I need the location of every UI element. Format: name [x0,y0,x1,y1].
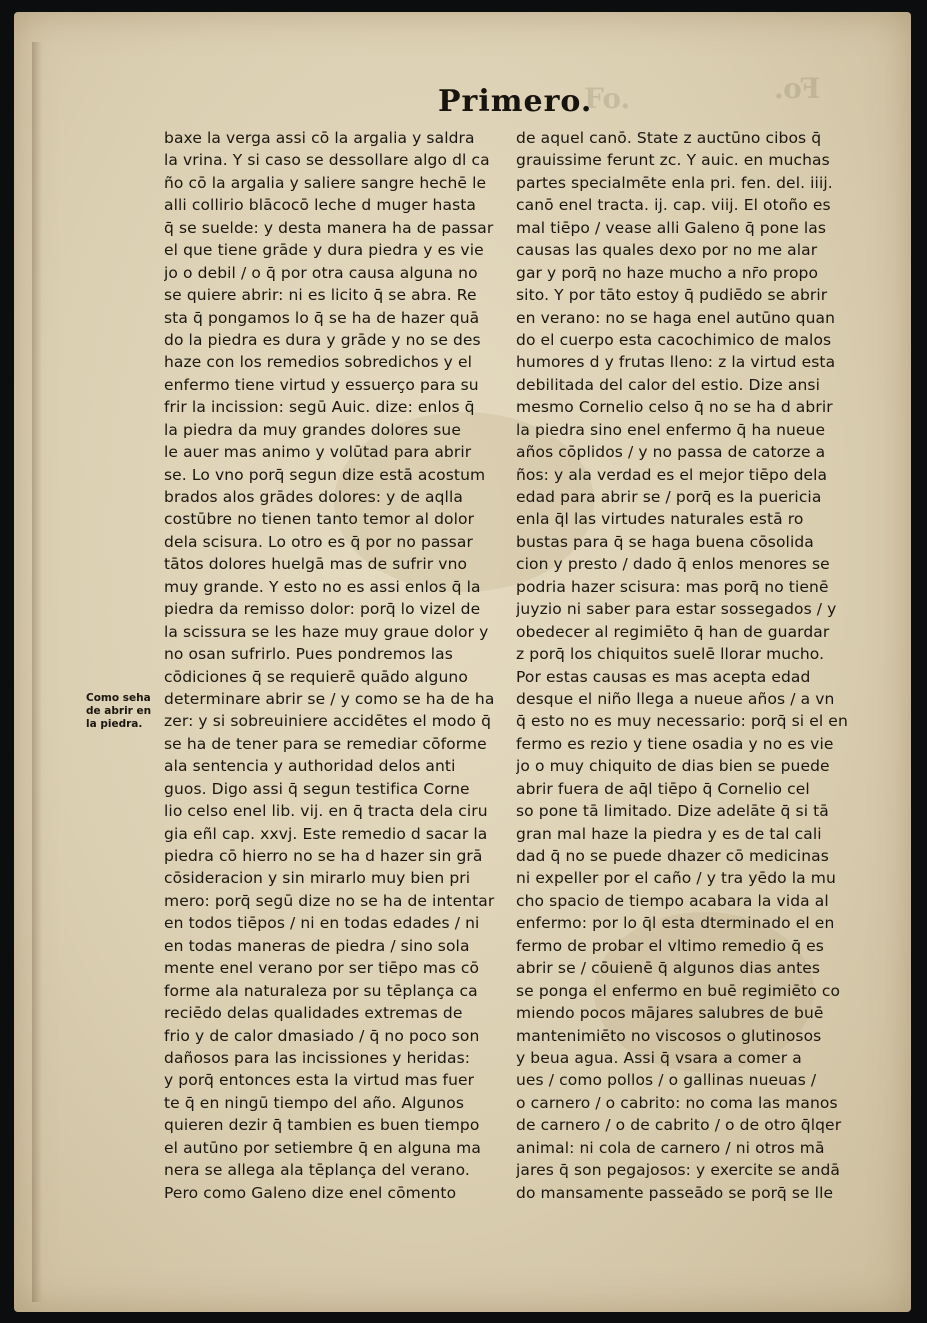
text-line: baxe la verga assi cō la argalia y saldra [164,129,475,147]
text-line: dad q̄ no se puede dhazer cō medicinas [516,847,829,865]
text-line: partes specialmēte enla pri. fen. del. iiij. [516,173,833,192]
text-line: quieren dezir q̄ tambien es buen tiempo [164,1116,480,1135]
text-line: se ponga el enfermo en buē regimiēto co [516,981,841,1000]
text-line: cōsideracion y sin mirarlo muy bien pri [164,869,471,888]
text-line: abrir fuera de aq̄l tiēpo q̄ Cornelio cel [516,779,810,798]
text-line: juyzio ni saber para estar sossegados / y [516,600,837,619]
show-through-text: Fo. [584,82,631,115]
text-line: do mansamente passeādo se porq̄ se lle [516,1183,834,1202]
text-line: forme ala naturaleza por su tēplança ca [164,981,478,1000]
text-line: alli collirio blācocō leche d muger hasta [164,196,477,215]
text-line: mesmo Cornelio celso q̄ no se ha d abrir [516,398,833,417]
margin-note-line: de abrir en [86,705,152,717]
margin-note-line: Como seha [86,692,151,704]
text-line: dañosos para las incissiones y heridas: [164,1048,471,1067]
text-line: nera se allega ala tēplança del verano. [164,1161,470,1180]
text-line: te q̄ en ningū tiempo del año. Algunos [164,1093,465,1112]
text-line: podria hazer scisura: mas porq̄ no tienē [516,577,829,596]
text-line: edad para abrir se / porq̄ es la puericia [516,488,822,506]
text-line: costūbre no tienen tanto temor al dolor [164,510,475,529]
text-line: la piedra sino enel enfermo q̄ ha nueue [516,420,826,439]
margin-note [86,692,166,731]
text-line: do la piedra es dura y grāde y no se des [164,330,481,349]
text-line: gran mal haze la piedra y es de tal cali [516,824,822,843]
text-line: enla q̄l las virtudes naturales estā ro [516,510,804,529]
text-line: mero: porq̄ segū dize no se ha de intentar [164,891,495,910]
text-line: la piedra da muy grandes dolores sue [164,420,461,439]
text-line: ues / como pollos / o gallinas nueuas / [516,1071,817,1090]
text-line: Pero como Galeno dize enel cōmento [164,1183,457,1202]
text-line: causas las quales dexo por no me alar [516,241,818,260]
text-line: ni expeller por el caño / y tra yēdo la mu [516,869,836,888]
page-gutter-shadow [32,42,42,1302]
text-line: el autūno por setiembre q̄ en alguna ma [164,1138,481,1157]
text-line: mantenimiēto no viscosos o glutinosos [516,1026,822,1045]
text-line: la scissura se les haze muy graue dolor y [164,622,489,641]
text-line: se quiere abrir: ni es licito q̄ se abra. Re [164,286,477,305]
text-line: o carnero / o cabrito: no coma las manos [516,1093,838,1112]
text-line: do el cuerpo esta cacochimico de malos [516,330,832,349]
text-line: enfermo tiene virtud y essuerço para su [164,375,479,394]
text-line: gar y porq̄ no haze mucho a nr̄o propo [516,263,819,282]
text-line: le auer mas animo y volūtad para abrir [164,443,472,462]
right-text-column [516,127,854,1204]
text-line: jo o muy chiquito de dias bien se puede [516,757,830,776]
text-line: en verano: no se haga enel autūno quan [516,308,836,327]
text-line: haze con los remedios sobredichos y el [164,353,472,372]
text-line: mente enel verano por ser tiēpo mas cō [164,959,480,978]
text-line: humores d y frutas lleno: z la virtud esta [516,353,836,372]
page-title: Primero. [438,84,593,119]
text-line: años cōplidos / y no passa de catorze a [516,443,826,462]
text-line: no osan sufrirlo. Pues pondremos las [164,645,453,664]
running-header [14,84,911,124]
text-line: se ha de tener para se remediar cōforme [164,734,487,753]
text-line: dela scisura. Lo otro es q̄ por no passar [164,532,473,551]
text-line: jo o debil / o q̄ por otra causa alguna no [164,263,478,282]
text-line: el que tiene grāde y dura piedra y es vie [164,241,484,260]
text-line: canō enel tracta. ij. cap. viij. El otoño es [516,196,831,215]
text-line: ala sentencia y authoridad delos anti [164,757,456,776]
text-line: fermo es rezio y tiene osadia y no es vie [516,734,834,753]
text-line: enfermo: por lo q̄l esta dterminado el en [516,914,835,933]
text-line: obedecer al regimiēto q̄ han de guardar [516,622,830,641]
text-line: brados alos grādes dolores: y de aqlla [164,488,463,506]
left-text-column [164,127,509,1204]
text-line: se. Lo vno porq̄ segun dize estā acostum [164,465,486,484]
text-line: piedra da remisso dolor: porq̄ lo vizel de [164,600,481,619]
text-line: muy grande. Y esto no es assi enlos q̄ la [164,577,481,596]
text-line: cion y presto / dado q̄ enlos menores se [516,555,830,574]
text-line: zer: y si sobreuiniere accidētes el modo q̄ [164,712,492,731]
text-line: de carnero / o de cabrito / o de otro q̄lqer [516,1116,842,1135]
text-line: Por estas causas es mas acepta edad [516,667,811,686]
text-line: cho spacio de tiempo acabara la vida al [516,891,829,910]
text-line: la vrina. Y si caso se dessollare algo dl ca [164,151,490,170]
text-line: ño cō la argalia y saliere sangre hechē le [164,173,487,192]
text-line: z porq̄ los chiquitos suelē llorar mucho. [516,645,825,664]
text-line: y porq̄ entonces esta la virtud mas fuer [164,1071,475,1090]
text-line: bustas para q̄ se haga buena cōsolida [516,532,814,551]
text-line: lio celso enel lib. vij. en q̄ tracta dela ciru [164,802,488,821]
text-line: determinare abrir se / y como se ha de ha [164,689,495,708]
text-line: gia eñl cap. xxvj. Este remedio d sacar la [164,824,488,843]
book-page [14,12,911,1312]
text-line: fermo de probar el vltimo remedio q̄ es [516,936,824,955]
text-line: ños: y ala verdad es el mejor tiēpo dela [516,465,828,484]
show-through-text: Fo. [774,72,821,105]
text-line: grauissime ferunt zc. Y auic. en muchas [516,151,830,170]
text-line: y beua agua. Assi q̄ vsara a comer a [516,1048,802,1067]
text-line: piedra cō hierro no se ha d hazer sin grā [164,847,483,865]
text-line: frio y de calor dmasiado / q̄ no poco son [164,1026,480,1045]
text-line: guos. Digo assi q̄ segun testifica Corne [164,779,470,798]
margin-note-line: la piedra. [86,718,143,730]
text-line: so pone tā limitado. Dize adelāte q̄ si tā [516,802,829,821]
text-line: frir la incission: segū Auic. dize: enlos q̄ [164,398,475,417]
text-line: q̄ esto no es muy necessario: porq̄ si el en [516,712,848,731]
text-line: desque el niño llega a nueue años / a vn [516,689,835,708]
text-line: tātos dolores huelgā mas de sufrir vno [164,555,468,574]
text-line: q̄ se suelde: y desta manera ha de passar [164,218,494,237]
text-line: jares q̄ son pegajosos: y exercite se andā [516,1161,841,1180]
text-line: reciēdo delas qualidades extremas de [164,1004,463,1023]
text-line: mal tiēpo / vease alli Galeno q̄ pone las [516,218,827,237]
text-line: de aquel canō. State z auctūno cibos q̄ [516,129,822,147]
text-line: debilitada del calor del estio. Dize ansi [516,375,821,394]
text-line: sito. Y por tāto estoy q̄ pudiēdo se abrir [516,286,828,305]
text-line: animal: ni cola de carnero / ni otros mā [516,1138,825,1157]
text-line: en todas maneras de piedra / sino sola [164,936,470,955]
text-line: cōdiciones q̄ se requierē quādo alguno [164,667,468,686]
text-line: abrir se / cōuienē q̄ algunos dias antes [516,959,821,978]
text-line: miendo pocos mājares salubres de buē [516,1004,824,1023]
text-line: sta q̄ pongamos lo q̄ se ha de hazer quā [164,308,480,327]
text-line: en todos tiēpos / ni en todas edades / ni [164,914,480,933]
